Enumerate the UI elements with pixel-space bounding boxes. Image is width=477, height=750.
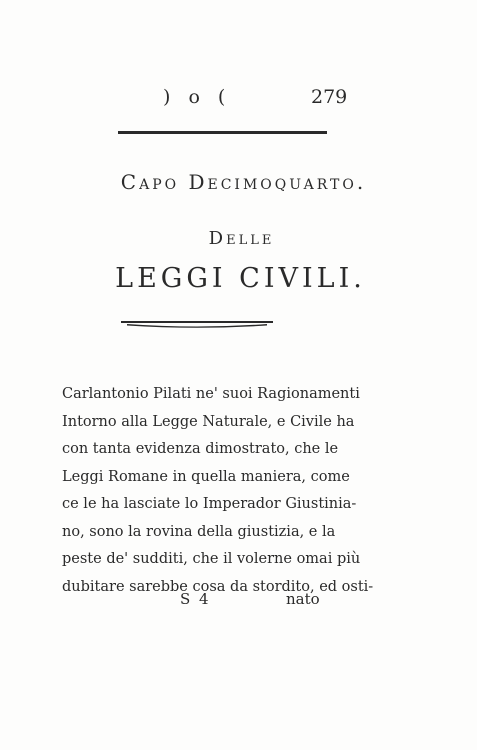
body-line: Intorno alla Legge Naturale, e Civile ha [62,413,355,430]
section-title: LEGGI CIVILI. [115,263,366,294]
page-footer [0,590,477,614]
body-text [62,381,374,601]
body-line: ce le ha lasciate lo Imperador Giustinia- [62,496,357,512]
body-line: con tanta evidenza dimostrato, che le [62,441,339,457]
body-line: no, sono la rovina della giustizia, e la [62,523,336,540]
body-line: dubitare sarebbe cosa da stordito, ed osti- [62,578,374,595]
page-number: 279 [311,86,348,108]
body-line: peste de' sudditi, che il volerne omai più [62,551,361,567]
body-line: Carlantonio Pilati ne' suoi Ragionamenti [62,386,360,402]
body-line: Leggi Romane in quella maniera, come [62,468,350,485]
signature-mark: S 4 [180,590,211,608]
ornamental-rule [121,316,273,330]
catchword: nato [286,590,320,608]
running-head: ) o ( [163,86,232,108]
header-rule [118,131,327,134]
chapter-heading: Capo Decimoquarto. [120,170,367,194]
section-subtitle: Delle [208,228,275,249]
